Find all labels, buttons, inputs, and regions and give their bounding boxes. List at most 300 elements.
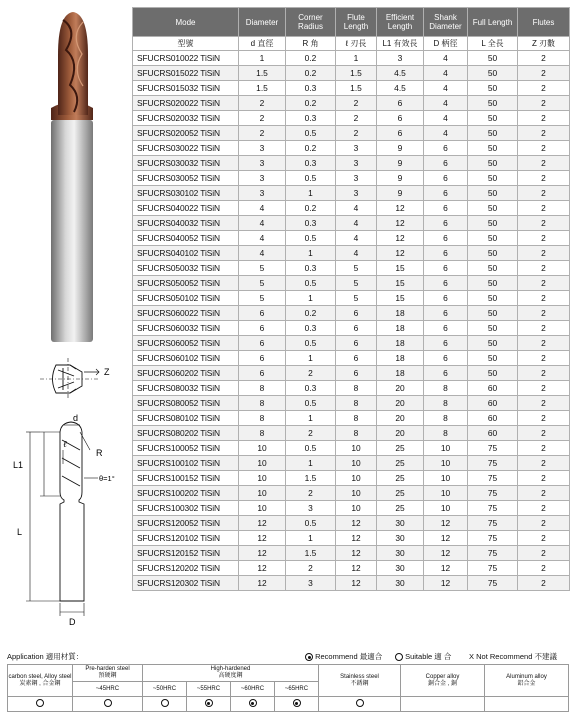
model-cell: SFUCRS040022 TiSiN	[133, 201, 239, 216]
table-cell: 0.2	[286, 306, 336, 321]
table-cell: 4	[336, 246, 377, 261]
column-header: Diameter	[239, 8, 286, 37]
spec-table	[132, 7, 570, 591]
table-cell: 50	[468, 216, 518, 231]
table-cell: 1	[286, 291, 336, 306]
table-cell: 2	[336, 96, 377, 111]
table-cell: 6	[424, 306, 468, 321]
column-subheader: d 直徑	[239, 37, 286, 51]
table-cell: 0.2	[286, 96, 336, 111]
table-cell: 1	[336, 51, 377, 66]
table-cell: 5	[239, 261, 286, 276]
table-cell: 3	[336, 186, 377, 201]
table-row	[133, 426, 570, 441]
material-table	[7, 664, 569, 712]
table-cell: 1	[286, 246, 336, 261]
model-cell: SFUCRS020022 TiSiN	[133, 96, 239, 111]
table-cell: 2	[518, 501, 570, 516]
model-cell: SFUCRS060022 TiSiN	[133, 306, 239, 321]
rating-cell	[485, 697, 569, 712]
table-cell: 2	[518, 111, 570, 126]
circle-icon	[395, 653, 403, 661]
column-subheader: D 柄徑	[424, 37, 468, 51]
table-cell: 6	[424, 216, 468, 231]
model-cell: SFUCRS040052 TiSiN	[133, 231, 239, 246]
table-cell: 12	[424, 516, 468, 531]
model-cell: SFUCRS020032 TiSiN	[133, 111, 239, 126]
table-cell: 50	[468, 126, 518, 141]
table-cell: 10	[424, 456, 468, 471]
table-cell: 6	[336, 306, 377, 321]
rating-cell	[187, 697, 231, 712]
table-cell: 2	[518, 441, 570, 456]
table-cell: 6	[424, 336, 468, 351]
table-cell: 12	[336, 561, 377, 576]
table-cell: 1	[286, 456, 336, 471]
table-cell: 30	[377, 546, 424, 561]
table-cell: 10	[424, 441, 468, 456]
circle-icon	[36, 699, 44, 707]
table-row	[133, 306, 570, 321]
table-cell: 50	[468, 336, 518, 351]
double-circle-icon	[205, 699, 213, 707]
table-cell: 1.5	[239, 81, 286, 96]
table-cell: 12	[377, 201, 424, 216]
z-label: Z	[104, 367, 110, 377]
model-cell: SFUCRS080102 TiSiN	[133, 411, 239, 426]
table-cell: 1	[286, 351, 336, 366]
table-cell: 1	[286, 186, 336, 201]
table-cell: 4.5	[377, 81, 424, 96]
table-cell: 12	[239, 516, 286, 531]
full-length-label: L	[17, 527, 23, 537]
table-cell: 50	[468, 306, 518, 321]
table-cell: 2	[518, 306, 570, 321]
table-cell: 2	[336, 126, 377, 141]
table-cell: 4	[424, 111, 468, 126]
rating-cell	[8, 697, 73, 712]
table-row	[133, 531, 570, 546]
circle-icon	[104, 699, 112, 707]
table-cell: 0.2	[286, 201, 336, 216]
end-mill-photo	[51, 12, 93, 342]
material-copper: Copper alloy 銅合金 , 銅	[401, 665, 485, 697]
table-row	[133, 156, 570, 171]
hardness-55: ~55HRC	[187, 682, 231, 697]
table-cell: 2	[518, 66, 570, 81]
table-cell: 50	[468, 96, 518, 111]
table-cell: 50	[468, 291, 518, 306]
table-cell: 4	[336, 201, 377, 216]
table-cell: 6	[377, 126, 424, 141]
material-stainless: Stainless steel 不銹鋼	[319, 665, 401, 697]
column-subheader: ℓ 刃長	[336, 37, 377, 51]
table-cell: 4	[336, 231, 377, 246]
table-cell: 15	[377, 291, 424, 306]
model-cell: SFUCRS030052 TiSiN	[133, 171, 239, 186]
column-subheader: L1 有效長	[377, 37, 424, 51]
table-cell: 3	[336, 141, 377, 156]
table-cell: 2	[518, 396, 570, 411]
table-cell: 0.3	[286, 216, 336, 231]
end-view-drawing	[40, 358, 100, 400]
table-cell: 8	[424, 396, 468, 411]
table-cell: 4	[424, 96, 468, 111]
table-cell: 2	[518, 171, 570, 186]
column-header: Mode	[133, 8, 239, 37]
table-cell: 6	[239, 321, 286, 336]
table-cell: 9	[377, 186, 424, 201]
model-cell: SFUCRS030102 TiSiN	[133, 186, 239, 201]
table-row	[133, 111, 570, 126]
table-cell: 4	[424, 66, 468, 81]
table-cell: 2	[518, 471, 570, 486]
legend-recommend: Recommend 最適合	[305, 651, 382, 662]
side-view-drawing	[26, 422, 98, 616]
table-body	[133, 51, 570, 591]
table-cell: 12	[336, 576, 377, 591]
model-cell: SFUCRS060202 TiSiN	[133, 366, 239, 381]
table-cell: 0.3	[286, 156, 336, 171]
table-cell: 0.5	[286, 171, 336, 186]
table-cell: 12	[239, 546, 286, 561]
column-header: Corner Radius	[286, 8, 336, 37]
table-cell: 50	[468, 51, 518, 66]
table-cell: 3	[286, 576, 336, 591]
table-cell: 0.3	[286, 381, 336, 396]
application-section	[7, 650, 568, 712]
table-cell: 3	[239, 156, 286, 171]
table-cell: 2	[518, 141, 570, 156]
table-cell: 8	[336, 426, 377, 441]
table-cell: 4	[424, 126, 468, 141]
model-cell: SFUCRS015022 TiSiN	[133, 66, 239, 81]
table-cell: 0.5	[286, 126, 336, 141]
table-cell: 50	[468, 201, 518, 216]
table-cell: 2	[286, 561, 336, 576]
table-cell: 0.5	[286, 336, 336, 351]
table-row	[133, 51, 570, 66]
table-cell: 12	[239, 576, 286, 591]
table-cell: 1	[286, 411, 336, 426]
table-cell: 2	[518, 231, 570, 246]
model-cell: SFUCRS080052 TiSiN	[133, 396, 239, 411]
table-cell: 12	[336, 531, 377, 546]
tool-illustration	[0, 0, 130, 630]
table-cell: 75	[468, 546, 518, 561]
table-cell: 6	[239, 351, 286, 366]
table-cell: 8	[239, 426, 286, 441]
table-cell: 50	[468, 321, 518, 336]
table-cell: 0.5	[286, 231, 336, 246]
table-cell: 30	[377, 531, 424, 546]
model-cell: SFUCRS050052 TiSiN	[133, 276, 239, 291]
table-cell: 6	[424, 156, 468, 171]
table-row	[133, 171, 570, 186]
model-cell: SFUCRS050032 TiSiN	[133, 261, 239, 276]
table-row	[133, 336, 570, 351]
table-cell: 2	[518, 201, 570, 216]
table-cell: 5	[239, 291, 286, 306]
table-cell: 2	[518, 546, 570, 561]
table-cell: 6	[424, 201, 468, 216]
table-cell: 60	[468, 426, 518, 441]
table-cell: 6	[239, 336, 286, 351]
x-icon: X	[469, 652, 475, 661]
table-cell: 75	[468, 516, 518, 531]
table-cell: 60	[468, 381, 518, 396]
table-cell: 50	[468, 351, 518, 366]
table-cell: 20	[377, 396, 424, 411]
table-cell: 2	[518, 156, 570, 171]
table-cell: 50	[468, 186, 518, 201]
table-row	[133, 471, 570, 486]
table-row	[133, 456, 570, 471]
table-cell: 2	[518, 96, 570, 111]
r-label: R	[96, 448, 103, 458]
column-header: Flute Length	[336, 8, 377, 37]
model-cell: SFUCRS015032 TiSiN	[133, 81, 239, 96]
table-cell: 25	[377, 471, 424, 486]
application-label: Application 適用材質：	[7, 652, 84, 661]
table-cell: 2	[518, 321, 570, 336]
table-row	[133, 441, 570, 456]
table-cell: 10	[336, 456, 377, 471]
table-row	[133, 381, 570, 396]
model-cell: SFUCRS010022 TiSiN	[133, 51, 239, 66]
table-cell: 50	[468, 66, 518, 81]
model-cell: SFUCRS100152 TiSiN	[133, 471, 239, 486]
table-cell: 75	[468, 561, 518, 576]
table-row	[133, 546, 570, 561]
table-cell: 10	[424, 471, 468, 486]
column-header: Full Length	[468, 8, 518, 37]
table-cell: 0.5	[286, 516, 336, 531]
table-cell: 12	[424, 546, 468, 561]
table-cell: 5	[336, 276, 377, 291]
table-cell: 0.3	[286, 261, 336, 276]
table-cell: 2	[518, 486, 570, 501]
table-cell: 1.5	[239, 66, 286, 81]
table-cell: 6	[424, 291, 468, 306]
table-cell: 8	[424, 411, 468, 426]
table-row	[133, 186, 570, 201]
table-cell: 3	[336, 156, 377, 171]
model-cell: SFUCRS040102 TiSiN	[133, 246, 239, 261]
model-cell: SFUCRS120152 TiSiN	[133, 546, 239, 561]
legend-suitable: Suitable 適 合	[395, 651, 451, 662]
column-header: Efficient Length	[377, 8, 424, 37]
table-cell: 1.5	[336, 81, 377, 96]
table-cell: 75	[468, 501, 518, 516]
table-cell: 10	[336, 441, 377, 456]
table-cell: 0.2	[286, 51, 336, 66]
table-cell: 6	[424, 246, 468, 261]
model-cell: SFUCRS080202 TiSiN	[133, 426, 239, 441]
table-cell: 6	[424, 186, 468, 201]
table-row	[133, 576, 570, 591]
table-cell: 12	[377, 231, 424, 246]
rating-cell	[275, 697, 319, 712]
rating-cell	[231, 697, 275, 712]
circle-icon	[356, 699, 364, 707]
table-cell: 2	[518, 366, 570, 381]
table-cell: 3	[239, 186, 286, 201]
column-header: Flutes	[518, 8, 570, 37]
table-cell: 6	[377, 96, 424, 111]
material-aluminum: Aluminum alloy 鋁合金	[485, 665, 569, 697]
legend-not-recommend: X Not Recommend 不建議	[469, 652, 557, 661]
table-cell: 8	[336, 381, 377, 396]
double-circle-icon	[293, 699, 301, 707]
table-cell: 1.5	[336, 66, 377, 81]
table-cell: 5	[336, 261, 377, 276]
table-cell: 30	[377, 576, 424, 591]
model-cell: SFUCRS120102 TiSiN	[133, 531, 239, 546]
model-cell: SFUCRS030022 TiSiN	[133, 141, 239, 156]
table-cell: 6	[424, 276, 468, 291]
table-cell: 75	[468, 531, 518, 546]
table-row	[133, 201, 570, 216]
table-row	[133, 516, 570, 531]
table-cell: 2	[518, 291, 570, 306]
table-cell: 2	[239, 126, 286, 141]
table-cell: 25	[377, 456, 424, 471]
table-cell: 3	[239, 171, 286, 186]
table-cell: 2	[286, 486, 336, 501]
table-cell: 50	[468, 276, 518, 291]
table-row	[133, 501, 570, 516]
table-cell: 50	[468, 171, 518, 186]
table-cell: 15	[377, 276, 424, 291]
table-cell: 2	[518, 261, 570, 276]
table-cell: 25	[377, 501, 424, 516]
table-cell: 50	[468, 81, 518, 96]
model-cell: SFUCRS060032 TiSiN	[133, 321, 239, 336]
model-cell: SFUCRS030032 TiSiN	[133, 156, 239, 171]
table-cell: 30	[377, 561, 424, 576]
table-row	[133, 141, 570, 156]
table-cell: 9	[377, 171, 424, 186]
table-cell: 4	[239, 216, 286, 231]
table-cell: 50	[468, 156, 518, 171]
table-cell: 18	[377, 306, 424, 321]
theta-label: θ=1°	[99, 474, 115, 483]
table-cell: 75	[468, 471, 518, 486]
table-cell: 10	[239, 456, 286, 471]
table-cell: 3	[336, 171, 377, 186]
table-cell: 2	[518, 411, 570, 426]
table-cell: 10	[336, 501, 377, 516]
table-cell: 2	[518, 531, 570, 546]
table-cell: 2	[518, 516, 570, 531]
table-cell: 0.3	[286, 321, 336, 336]
table-cell: 20	[377, 381, 424, 396]
table-row	[133, 411, 570, 426]
rating-cell	[73, 697, 143, 712]
table-cell: 2	[518, 186, 570, 201]
model-cell: SFUCRS100052 TiSiN	[133, 441, 239, 456]
table-cell: 8	[239, 381, 286, 396]
model-cell: SFUCRS120202 TiSiN	[133, 561, 239, 576]
table-cell: 75	[468, 576, 518, 591]
rating-cell	[319, 697, 401, 712]
table-cell: 12	[239, 531, 286, 546]
table-row	[133, 126, 570, 141]
table-cell: 30	[377, 516, 424, 531]
table-cell: 6	[424, 141, 468, 156]
table-subheader-row	[133, 37, 570, 51]
table-cell: 0.3	[286, 111, 336, 126]
table-cell: 75	[468, 456, 518, 471]
table-row	[133, 366, 570, 381]
table-cell: 2	[518, 81, 570, 96]
model-cell: SFUCRS120052 TiSiN	[133, 516, 239, 531]
table-cell: 8	[424, 381, 468, 396]
table-cell: 6	[424, 171, 468, 186]
table-cell: 2	[518, 276, 570, 291]
column-subheader: L 全長	[468, 37, 518, 51]
material-pre-harden: Pre-harden steel 預硬鋼	[73, 665, 143, 682]
table-cell: 1.5	[286, 546, 336, 561]
table-header-row	[133, 8, 570, 37]
table-cell: 1	[286, 531, 336, 546]
table-cell: 18	[377, 336, 424, 351]
table-cell: 10	[336, 471, 377, 486]
table-cell: 0.2	[286, 66, 336, 81]
table-cell: 18	[377, 321, 424, 336]
hardness-60: ~60HRC	[231, 682, 275, 697]
table-cell: 6	[424, 351, 468, 366]
table-cell: 0.5	[286, 396, 336, 411]
table-row	[133, 291, 570, 306]
table-cell: 2	[286, 426, 336, 441]
hardness-50: ~50HRC	[143, 682, 187, 697]
table-cell: 6	[239, 306, 286, 321]
table-cell: 6	[336, 366, 377, 381]
table-cell: 2	[518, 426, 570, 441]
table-cell: 2	[518, 351, 570, 366]
table-cell: 4	[336, 216, 377, 231]
table-cell: 9	[377, 156, 424, 171]
table-cell: 2	[518, 246, 570, 261]
table-cell: 8	[239, 396, 286, 411]
table-cell: 25	[377, 486, 424, 501]
table-cell: 6	[336, 336, 377, 351]
table-row	[133, 246, 570, 261]
table-cell: 10	[424, 501, 468, 516]
table-cell: 20	[377, 426, 424, 441]
table-cell: 50	[468, 231, 518, 246]
table-cell: 50	[468, 111, 518, 126]
table-cell: 6	[424, 261, 468, 276]
table-cell: 4	[424, 51, 468, 66]
table-cell: 10	[336, 486, 377, 501]
table-cell: 2	[518, 561, 570, 576]
table-cell: 2	[239, 96, 286, 111]
table-cell: 12	[424, 531, 468, 546]
table-cell: 0.5	[286, 276, 336, 291]
table-cell: 2	[286, 366, 336, 381]
table-cell: 10	[239, 471, 286, 486]
double-circle-icon	[305, 653, 313, 661]
table-cell: 10	[239, 441, 286, 456]
material-carbon-steel: carbon steel, Alloy steel 炭素鋼 , 合金鋼	[8, 665, 73, 697]
table-cell: 9	[377, 141, 424, 156]
rating-cell	[401, 697, 485, 712]
table-row	[133, 231, 570, 246]
table-cell: 8	[336, 411, 377, 426]
